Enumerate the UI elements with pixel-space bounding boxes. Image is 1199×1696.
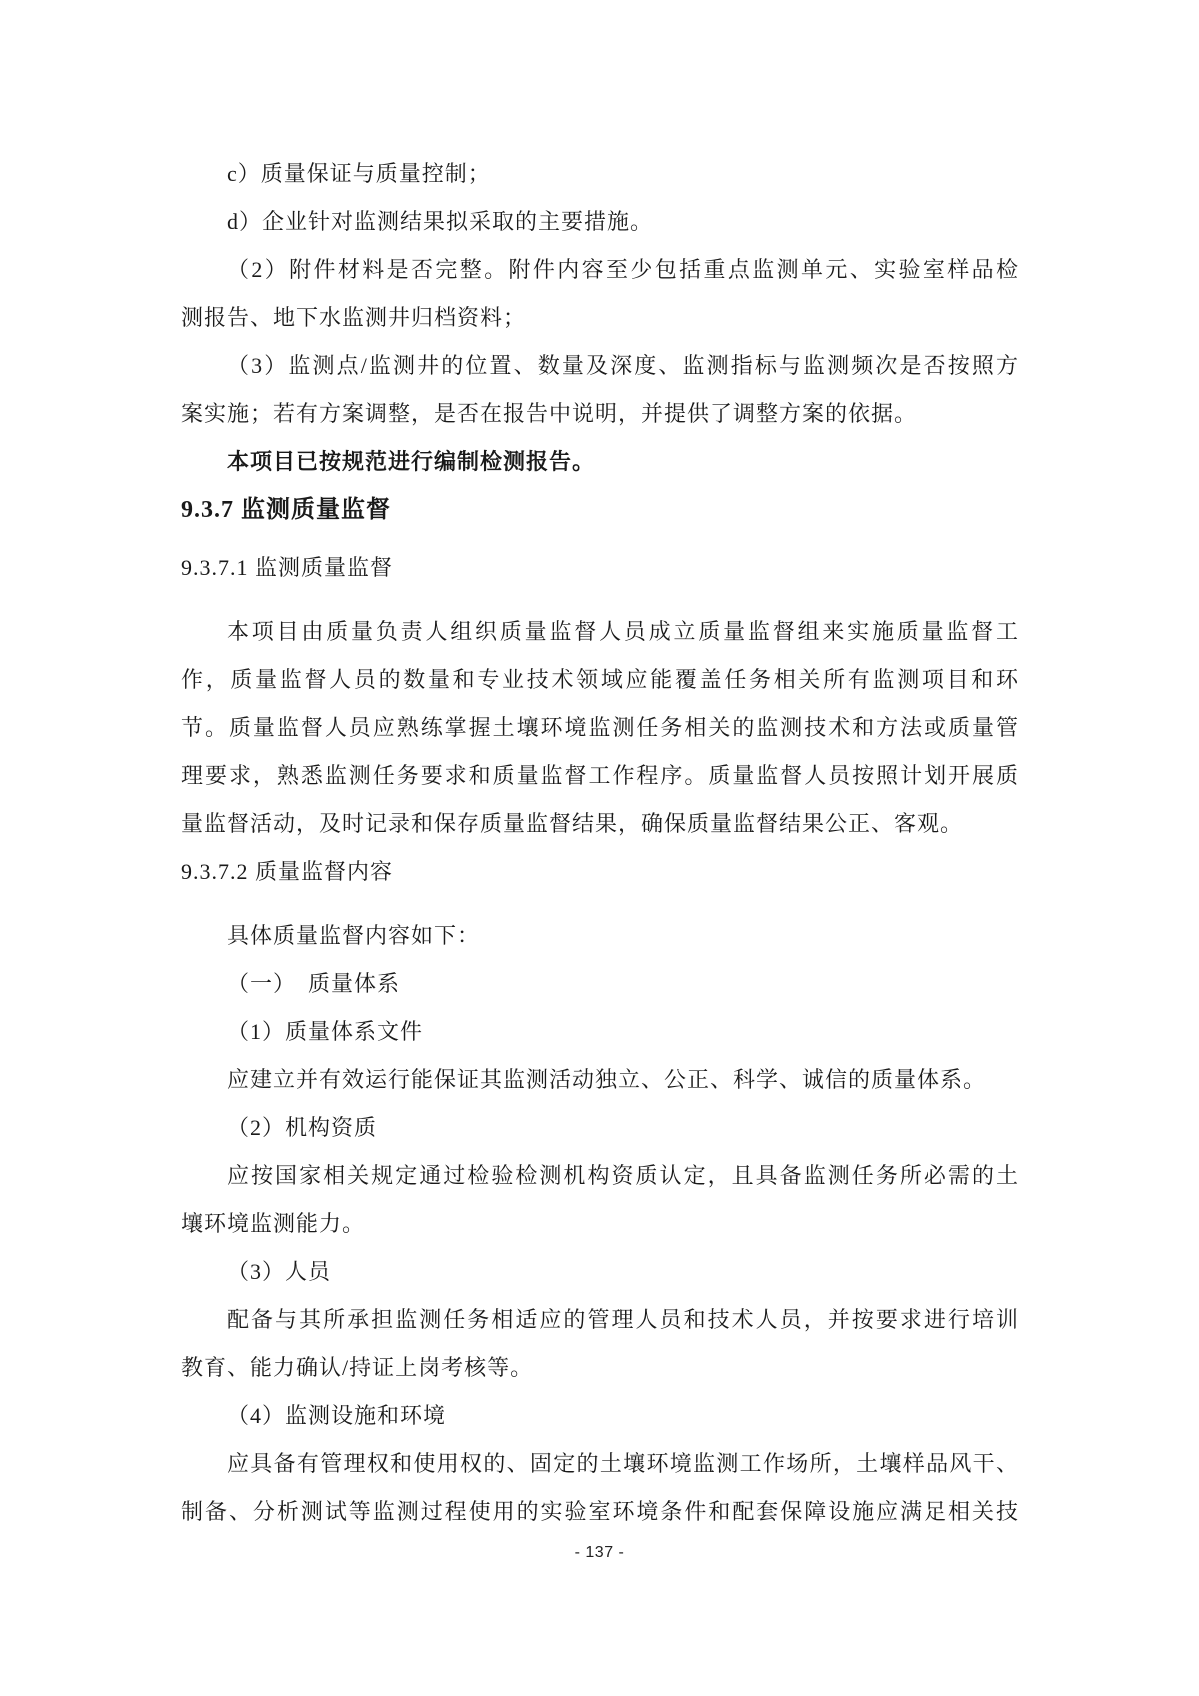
body-line: 量监督活动，及时记录和保存质量监督结果，确保质量监督结果公正、客观。 xyxy=(181,811,964,836)
list-item-line: （3）人员 xyxy=(227,1259,332,1284)
document-body xyxy=(181,150,1019,1536)
bold-statement-line: 本项目已按规范进行编制检测报告。 xyxy=(227,449,596,474)
list-item-line: （1）质量体系文件 xyxy=(227,1019,424,1044)
body-line: 案实施；若有方案调整，是否在报告中说明，并提供了调整方案的依据。 xyxy=(181,401,918,426)
list-item-line: （4）监测设施和环境 xyxy=(227,1403,447,1428)
body-line: 壤环境监测能力。 xyxy=(181,1211,366,1236)
body-line: 教育、能力确认/持证上岗考核等。 xyxy=(181,1355,534,1380)
body-line: （3）监测点/监测井的位置、数量及深度、监测指标与监测频次是否按照方 xyxy=(227,353,1019,378)
list-item-line: （2）机构资质 xyxy=(227,1115,378,1140)
body-line: 具体质量监督内容如下： xyxy=(227,923,481,948)
body-line: 本项目由质量负责人组织质量监督人员成立质量监督组来实施质量监督工 xyxy=(227,619,1019,644)
body-line: 测报告、地下水监测井归档资料； xyxy=(181,305,527,330)
body-line: 理要求，熟悉监测任务要求和质量监督工作程序。质量监督人员按照计划开展质 xyxy=(181,763,1019,788)
body-line: 节。质量监督人员应熟练掌握土壤环境监测任务相关的监测技术和方法或质量管 xyxy=(181,715,1019,740)
body-line: （2）附件材料是否完整。附件内容至少包括重点监测单元、实验室样品检 xyxy=(227,257,1019,282)
body-line: 应建立并有效运行能保证其监测活动独立、公正、科学、诚信的质量体系。 xyxy=(227,1067,987,1092)
subsection-heading-9-3-7-2: 9.3.7.2 质量监督内容 xyxy=(181,859,394,884)
body-line: 应具备有管理权和使用权的、固定的土壤环境监测工作场所，土壤样品风干、 xyxy=(227,1451,1019,1476)
body-line: 制备、分析测试等监测过程使用的实验室环境条件和配套保障设施应满足相关技 xyxy=(181,1499,1019,1524)
body-line: c）质量保证与质量控制； xyxy=(227,161,491,186)
page-number: - 137 - xyxy=(574,1544,625,1561)
section-heading-9-3-7: 9.3.7 监测质量监督 xyxy=(181,497,391,523)
body-line: 配备与其所承担监测任务相适应的管理人员和技术人员，并按要求进行培训 xyxy=(227,1307,1019,1332)
body-line: 应按国家相关规定通过检验检测机构资质认定，且具备监测任务所必需的土 xyxy=(227,1163,1019,1188)
body-line: 作，质量监督人员的数量和专业技术领域应能覆盖任务相关所有监测项目和环 xyxy=(181,667,1019,692)
list-item-line: （一） 质量体系 xyxy=(227,971,401,996)
body-line: d）企业针对监测结果拟采取的主要措施。 xyxy=(227,209,654,234)
subsection-heading-9-3-7-1: 9.3.7.1 监测质量监督 xyxy=(181,555,394,580)
